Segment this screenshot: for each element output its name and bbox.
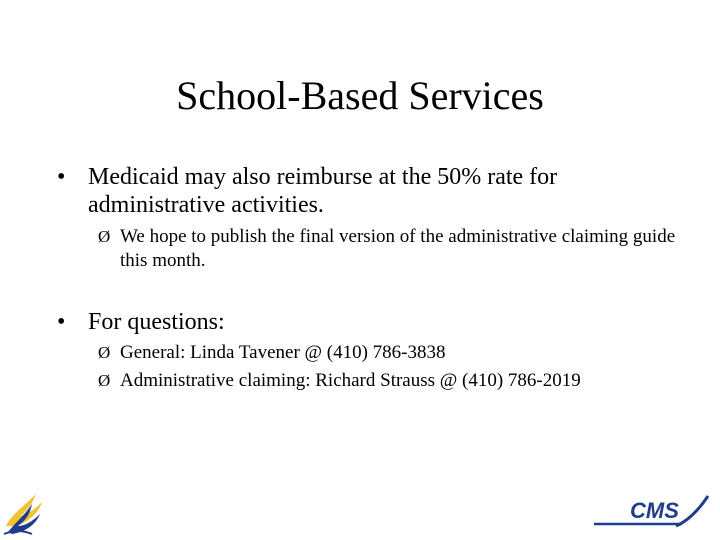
sub-bullet-item	[98, 369, 678, 393]
sub-bullet-item	[98, 225, 678, 273]
arrow-bullet-icon: Ø	[98, 227, 111, 246]
cms-logo-text: CMS	[630, 498, 679, 523]
arrow-bullet-icon: Ø	[98, 371, 111, 390]
cms-logo-icon	[590, 494, 712, 530]
bullet-text: Medicaid may also reimburse at the 50% rate for administrative activities.	[88, 164, 558, 218]
sub-bullet-text: Administrative claiming: Richard Strauss @ (410) 786-2019	[120, 370, 581, 391]
sub-bullet-item	[98, 341, 678, 365]
bullet-text: For questions:	[88, 309, 225, 335]
arrow-bullet-icon: Ø	[98, 343, 111, 362]
sub-bullet-text: General: Linda Tavener @ (410) 786-3838	[120, 342, 446, 363]
slide-title: School-Based Services	[176, 73, 544, 118]
bullet-item	[57, 308, 677, 336]
bullet-item	[57, 163, 677, 219]
cms-swoosh	[676, 496, 708, 526]
bullet-marker: •	[57, 164, 66, 190]
bullet-marker: •	[57, 309, 66, 335]
sub-bullet-text: We hope to publish the final version of the administrative claiming guide this month.	[120, 226, 676, 271]
logo-wing-accent	[6, 494, 42, 526]
hhs-eagle-logo-icon	[2, 486, 46, 536]
